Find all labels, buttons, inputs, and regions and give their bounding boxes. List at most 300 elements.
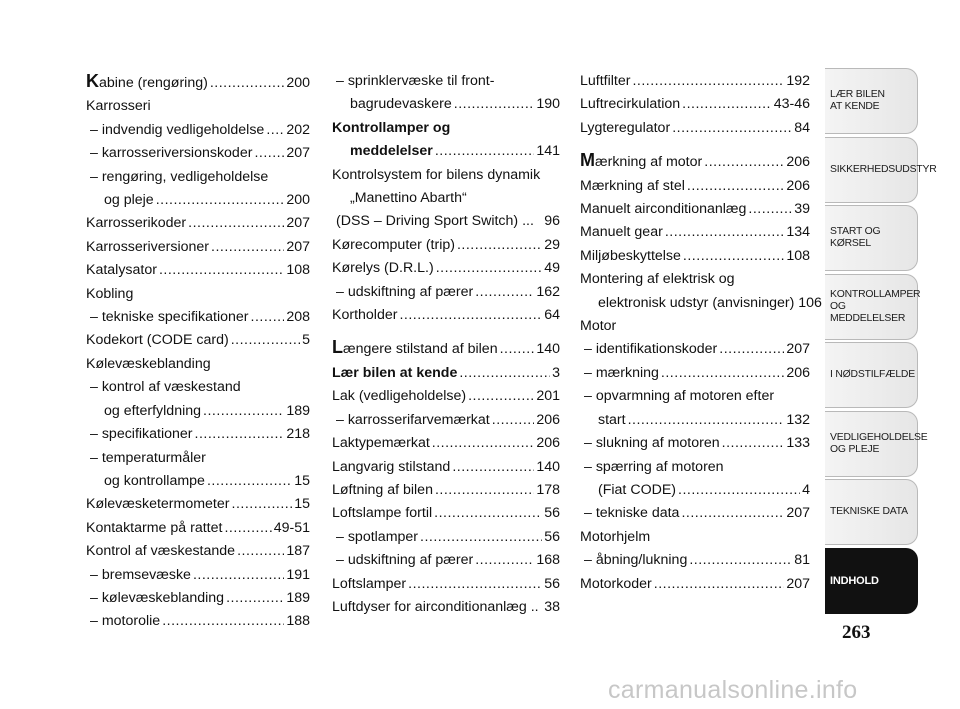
leader-dots	[632, 70, 784, 93]
index-entry-label: Kontaktarme på rattet	[86, 519, 223, 536]
index-entry-text	[580, 221, 663, 244]
index-entry-text	[86, 540, 235, 563]
index-entry-label: – tekniske data	[584, 505, 680, 522]
index-entry-text	[86, 353, 211, 376]
index-entry-text	[336, 549, 473, 572]
index-entry-page: 84	[794, 119, 810, 136]
index-entry-text	[86, 283, 133, 306]
leader-dots	[454, 93, 535, 116]
index-entry	[86, 517, 310, 540]
leader-dots	[195, 423, 285, 446]
page-number: 263	[842, 622, 871, 643]
index-entry	[86, 470, 310, 493]
index-entry-page: 43-46	[773, 96, 810, 113]
section-tab[interactable]: KONTROLLAMPER OG MEDDELELSER	[825, 274, 918, 340]
leader-dots	[434, 502, 542, 525]
index-entry-page: 140	[536, 341, 560, 358]
index-entry	[86, 564, 310, 587]
index-entry-text	[580, 117, 670, 140]
section-tab[interactable]: I NØDSTILFÆLDE	[825, 342, 918, 408]
index-entry-label: bagrudevaskere	[350, 96, 452, 113]
index-entry	[86, 423, 310, 446]
leader-dots	[237, 540, 284, 563]
index-entry-label: – udskiftning af pærer	[336, 283, 474, 300]
index-entry	[86, 447, 310, 470]
section-tab[interactable]: VEDLIGEHOLDELSE OG PLEJE	[825, 411, 918, 477]
index-entry-text	[598, 409, 626, 432]
index-entry	[332, 164, 560, 187]
index-entry-text	[336, 281, 473, 304]
index-entry-label: – sprinklervæske til front-	[336, 73, 495, 89]
leader-dots	[210, 72, 285, 95]
section-tab[interactable]: INDHOLD	[825, 548, 918, 614]
index-entry-label: Karrosseriversioner	[86, 238, 209, 255]
index-entry-page: 191	[286, 566, 310, 583]
index-entry-text	[336, 526, 418, 549]
leader-dots	[468, 385, 534, 408]
index-entry-page: 207	[286, 238, 310, 255]
section-tabs	[825, 68, 937, 616]
index-entry-label: Kølevæsketermometer	[86, 496, 230, 513]
index-entry-text	[86, 329, 229, 352]
index-entry	[332, 409, 560, 432]
index-entry-label: – slukning af motoren	[584, 435, 720, 452]
leader-dots	[665, 221, 785, 244]
index-entry	[332, 257, 560, 280]
index-entry	[580, 456, 810, 479]
index-column-3	[580, 70, 822, 596]
index-entry-text	[332, 304, 397, 327]
index-entry-text	[580, 93, 680, 116]
index-entry-page: 134	[786, 224, 810, 241]
leader-dots	[683, 245, 784, 268]
leader-dots	[156, 189, 285, 212]
index-entry-text	[350, 93, 452, 116]
index-letter: L	[332, 337, 343, 358]
index-entry-page: 49-51	[273, 519, 310, 536]
index-entry	[332, 336, 560, 361]
index-entry-text	[584, 456, 724, 479]
index-entry-label: Kontrol af væskestande	[86, 543, 236, 560]
leader-dots	[678, 479, 800, 502]
leader-dots	[232, 493, 293, 516]
index-entry-page: 192	[786, 73, 810, 89]
index-entry	[332, 456, 560, 479]
index-entry-label: – karrosserifarvemærkat	[336, 411, 490, 428]
index-entry	[332, 140, 560, 163]
index-entry-text	[90, 306, 249, 329]
index-entry	[332, 549, 560, 572]
index-entry-text	[580, 198, 746, 221]
index-entry	[86, 376, 310, 399]
index-entry	[332, 210, 560, 233]
index-entry-text	[332, 596, 539, 619]
index-entry	[332, 281, 560, 304]
index-entry-label: – identifikationskoder	[584, 341, 718, 358]
index-entry-label: Langvarig stilstand	[332, 458, 451, 475]
section-tab[interactable]: START OG KØRSEL	[825, 205, 918, 271]
index-entry	[580, 198, 810, 221]
index-entry-text	[580, 175, 685, 198]
index-entry-label: Kontrolsystem for bilens dynamik	[332, 166, 541, 183]
index-entry-text	[332, 362, 457, 385]
index-entry-page: 56	[544, 505, 560, 522]
index-entry-text	[90, 610, 160, 633]
index-entry	[580, 149, 810, 174]
leader-dots	[459, 362, 550, 385]
leader-dots	[492, 409, 535, 432]
index-entry-page: 168	[536, 552, 560, 569]
index-entry-page: 189	[286, 402, 310, 419]
index-entry-text	[332, 479, 433, 502]
index-entry-label: – mærkning	[584, 364, 659, 381]
index-entry-label: og efterfyldning	[104, 402, 202, 419]
index-entry-page: 206	[786, 177, 810, 194]
index-entry-text	[580, 315, 616, 338]
index-entry	[86, 70, 310, 95]
leader-dots	[748, 198, 792, 221]
index-entry-label: start	[598, 411, 626, 428]
leader-dots	[500, 338, 535, 361]
index-entry-page: 206	[536, 411, 560, 428]
leader-dots	[689, 549, 792, 572]
index-entry-label: og pleje	[104, 192, 154, 209]
index-entry-page: 15	[294, 496, 310, 513]
index-entry-label: Kortholder	[332, 307, 398, 324]
index-entry	[86, 540, 310, 563]
index-entry-text	[584, 362, 659, 385]
index-entry-text	[90, 423, 193, 446]
index-entry-page: 187	[286, 543, 310, 560]
index-entry-label: Lak (vedligeholdelse)	[332, 388, 467, 405]
index-entry-page: 108	[286, 262, 310, 279]
index-entry	[580, 245, 810, 268]
index-entry	[332, 479, 560, 502]
leader-dots	[226, 587, 284, 610]
index-entry-text	[86, 517, 222, 540]
index-entry-text	[332, 336, 498, 361]
index-entry	[86, 259, 310, 282]
index-entry-page: 140	[536, 458, 560, 475]
leader-dots	[159, 259, 284, 282]
index-entry	[86, 236, 310, 259]
index-entry	[332, 573, 560, 596]
index-entry-text	[86, 95, 151, 118]
index-entry	[332, 93, 560, 116]
index-entry	[86, 166, 310, 189]
leader-dots	[704, 151, 784, 174]
index-entry	[86, 610, 310, 633]
index-entry-page: 132	[786, 411, 810, 428]
index-entry-text	[580, 70, 630, 93]
index-entry	[332, 502, 560, 525]
index-entry-page: 206	[786, 364, 810, 381]
leader-dots	[435, 479, 534, 502]
index-entry-page: 202	[286, 121, 310, 138]
leader-dots	[661, 362, 784, 385]
index-entry-text	[90, 119, 264, 142]
index-entry	[332, 117, 560, 140]
index-entry-text	[580, 526, 650, 549]
leader-dots	[231, 329, 300, 352]
index-entry-text	[332, 456, 450, 479]
index-entry-text	[598, 479, 676, 502]
index-entry-label: – specifikationer	[90, 426, 193, 443]
index-entry-text	[580, 149, 702, 174]
index-entry-text	[90, 587, 224, 610]
index-entry-text	[86, 236, 209, 259]
index-entry-label: Kølevæskeblanding	[86, 355, 211, 372]
index-entry	[332, 432, 560, 455]
index-entry	[580, 221, 810, 244]
index-entry-text	[90, 564, 191, 587]
index-entry	[86, 587, 310, 610]
index-entry-text	[86, 212, 186, 235]
leader-dots	[628, 409, 785, 432]
index-entry-page: 207	[786, 575, 810, 592]
index-entry-label: – tekniske specifikationer	[90, 309, 249, 326]
index-entry	[580, 93, 810, 116]
index-entry-label: – indvendig vedligeholdelse	[90, 121, 265, 138]
leader-dots	[254, 142, 284, 165]
leader-dots	[408, 573, 542, 596]
index-entry-label: Kobling	[86, 285, 134, 302]
index-entry-page: 141	[536, 143, 560, 160]
index-entry	[580, 432, 810, 455]
leader-dots	[452, 456, 534, 479]
index-entry-page: 133	[786, 435, 810, 452]
index-entry-text	[332, 432, 430, 455]
index-entry-text	[104, 189, 154, 212]
index-entry-text	[86, 259, 157, 282]
index-entry	[580, 385, 810, 408]
index-entry-page: 56	[544, 575, 560, 592]
index-entry-label: – bremsevæske	[90, 566, 191, 583]
leader-dots	[722, 432, 785, 455]
index-entry-label: Manuelt airconditionanlæg	[580, 201, 747, 218]
leader-dots	[436, 257, 543, 280]
index-entry-label: – åbning/lukning	[584, 552, 688, 569]
leader-dots	[207, 470, 292, 493]
index-entry-text	[332, 257, 434, 280]
index-entry	[332, 596, 560, 619]
leader-dots	[432, 432, 535, 455]
index-entry-label: – opvarmning af motoren efter	[584, 388, 775, 405]
index-entry-text	[580, 573, 652, 596]
index-entry	[580, 409, 810, 432]
index-entry-label: Loftslampe fortil	[332, 505, 433, 522]
index-entry-page: 64	[544, 307, 560, 324]
index-entry-page: 200	[286, 192, 310, 209]
leader-dots	[162, 610, 284, 633]
index-entry-label: Luftrecirkulation	[580, 96, 681, 113]
index-entry-page: 207	[286, 145, 310, 162]
index-entry-page: 39	[794, 201, 810, 218]
index-entry-label: Motorhjelm	[580, 528, 651, 545]
index-entry	[86, 329, 310, 352]
index-entry	[86, 353, 310, 376]
index-entry	[580, 315, 810, 338]
index-entry-label: Motorkoder	[580, 575, 652, 592]
index-entry-label: ængere stilstand af bilen	[343, 341, 498, 358]
index-entry-label: (DSS – Driving Sport Switch) ...	[336, 213, 534, 230]
leader-dots	[654, 573, 785, 596]
index-letter: M	[580, 150, 595, 171]
index-entry-label: Loftslamper	[332, 575, 407, 592]
index-entry-page: 56	[544, 528, 560, 545]
index-entry-label: Luftfilter	[580, 73, 631, 89]
index-entry	[332, 187, 560, 210]
index-entry-text	[336, 70, 494, 93]
index-entry-text	[86, 493, 230, 516]
leader-dots	[475, 281, 534, 304]
index-entry-text	[332, 234, 455, 257]
index-entry-page: 15	[294, 472, 310, 489]
index-entry-text	[584, 338, 717, 361]
index-entry	[580, 117, 810, 140]
leader-dots	[399, 304, 542, 327]
index-entry-text	[90, 142, 252, 165]
index-entry-text	[584, 432, 720, 455]
index-entry-page: 5	[302, 332, 310, 349]
index-entry	[332, 385, 560, 408]
index-entry-page: 108	[786, 247, 810, 264]
index-entry-page: 3	[552, 364, 560, 381]
index-entry-label: Katalysator	[86, 262, 157, 279]
index-entry-page: 4	[802, 481, 810, 498]
index-entry-text	[336, 210, 534, 233]
index-entry	[580, 175, 810, 198]
index-entry-label: Mærkning af stel	[580, 177, 685, 194]
index-entry	[86, 400, 310, 423]
index-entry-text	[104, 470, 205, 493]
index-entry-text	[350, 187, 467, 210]
index-entry-label: – rengøring, vedligeholdelse	[90, 168, 269, 185]
index-entry-page: 178	[536, 481, 560, 498]
index-entry-page: 207	[786, 505, 810, 522]
index-entry	[86, 493, 310, 516]
index-entry	[580, 526, 810, 549]
index-entry-label: – kontrol af væskestand	[90, 379, 241, 396]
index-entry	[580, 549, 810, 572]
index-entry	[86, 189, 310, 212]
index-entry-label: Kørecomputer (trip)	[332, 236, 455, 253]
index-entry-page: 188	[286, 613, 310, 630]
index-entry-label: ærkning af motor	[595, 154, 703, 171]
index-entry-label: Motor	[580, 318, 617, 335]
index-entry-label: elektronisk udstyr (anvisninger) 106	[598, 294, 822, 311]
index-column-1	[86, 70, 310, 634]
index-entry-text	[584, 385, 774, 408]
index-entry-label: Løftning af bilen	[332, 481, 433, 498]
index-entry-label: – udskiftning af pærer	[336, 552, 474, 569]
leader-dots	[188, 212, 284, 235]
index-entry	[86, 212, 310, 235]
leader-dots	[203, 400, 284, 423]
watermark: carmanualsonline.info	[608, 676, 858, 704]
index-entry-page: 206	[786, 154, 810, 171]
leader-dots	[193, 564, 284, 587]
index-entry-text	[90, 166, 268, 189]
index-entry-text	[332, 117, 450, 140]
index-entry-text	[332, 502, 432, 525]
index-entry	[86, 142, 310, 165]
index-entry	[580, 70, 810, 93]
index-entry-page: 189	[286, 589, 310, 606]
section-tab[interactable]: SIKKERHEDSUDSTYR	[825, 137, 918, 203]
index-entry	[86, 283, 310, 306]
index-entry	[332, 234, 560, 257]
index-entry-label: – temperaturmåler	[90, 449, 206, 466]
index-entry-text	[580, 245, 681, 268]
index-entry	[86, 306, 310, 329]
index-entry	[580, 268, 810, 291]
index-entry-label: (Fiat CODE)	[598, 481, 677, 498]
index-entry-text	[584, 549, 687, 572]
index-entry-page: 208	[286, 309, 310, 326]
index-entry-label: Manuelt gear	[580, 224, 663, 241]
section-tab[interactable]: LÆR BILEN AT KENDE	[825, 68, 918, 134]
index-entry-label: Kodekort (CODE card)	[86, 332, 229, 349]
index-entry-page: 162	[536, 283, 560, 300]
index-entry	[86, 119, 310, 142]
leader-dots	[251, 306, 285, 329]
index-entry-text	[580, 268, 735, 291]
index-entry-text	[104, 400, 201, 423]
leader-dots	[224, 517, 271, 540]
index-entry-page: 81	[794, 552, 810, 569]
leader-dots	[672, 117, 792, 140]
index-entry	[86, 95, 310, 118]
index-entry-label: Montering af elektrisk og	[580, 271, 735, 288]
index-entry	[580, 479, 810, 502]
index-entry-label: Kontrollamper og	[332, 119, 451, 136]
index-entry-label: „Manettino Abarth“	[350, 190, 467, 207]
leader-dots	[475, 549, 534, 572]
index-entry-page: 190	[536, 96, 560, 113]
index-entry-page: 207	[286, 215, 310, 232]
index-entry-label: Lygteregulator	[580, 119, 671, 136]
index-entry-label: – spotlamper	[336, 528, 419, 545]
index-entry-text	[332, 164, 540, 187]
index-entry-label: – kølevæskeblanding	[90, 589, 225, 606]
index-column-2	[332, 70, 560, 619]
index-entry-label: Miljøbeskyttelse	[580, 247, 681, 264]
index-entry	[332, 362, 560, 385]
index-entry-label: Karrosserikoder	[86, 215, 187, 232]
index-entry-page: 49	[544, 260, 560, 277]
index-letter: K	[86, 71, 99, 91]
index-entry	[580, 292, 822, 315]
index-entry-page: 201	[536, 388, 560, 405]
index-entry	[332, 70, 560, 93]
index-entry-label: abine (rengøring)	[99, 75, 208, 91]
leader-dots	[719, 338, 784, 361]
leader-dots	[435, 140, 535, 163]
section-tab[interactable]: TEKNISKE DATA	[825, 479, 918, 545]
leader-dots	[457, 234, 542, 257]
index-entry-label: – motorolie	[90, 613, 161, 630]
leader-dots	[682, 93, 772, 116]
leader-dots	[420, 526, 542, 549]
index-entry-page: 206	[536, 435, 560, 452]
index-entry-page: 96	[544, 213, 560, 230]
index-entry-label: – karrosseriversionskoder	[90, 145, 253, 162]
leader-dots	[266, 119, 284, 142]
index-entry-page: 200	[286, 75, 310, 91]
index-entry-label: meddelelser	[350, 143, 433, 160]
index-entry-label: Kørelys (D.R.L.)	[332, 260, 434, 277]
